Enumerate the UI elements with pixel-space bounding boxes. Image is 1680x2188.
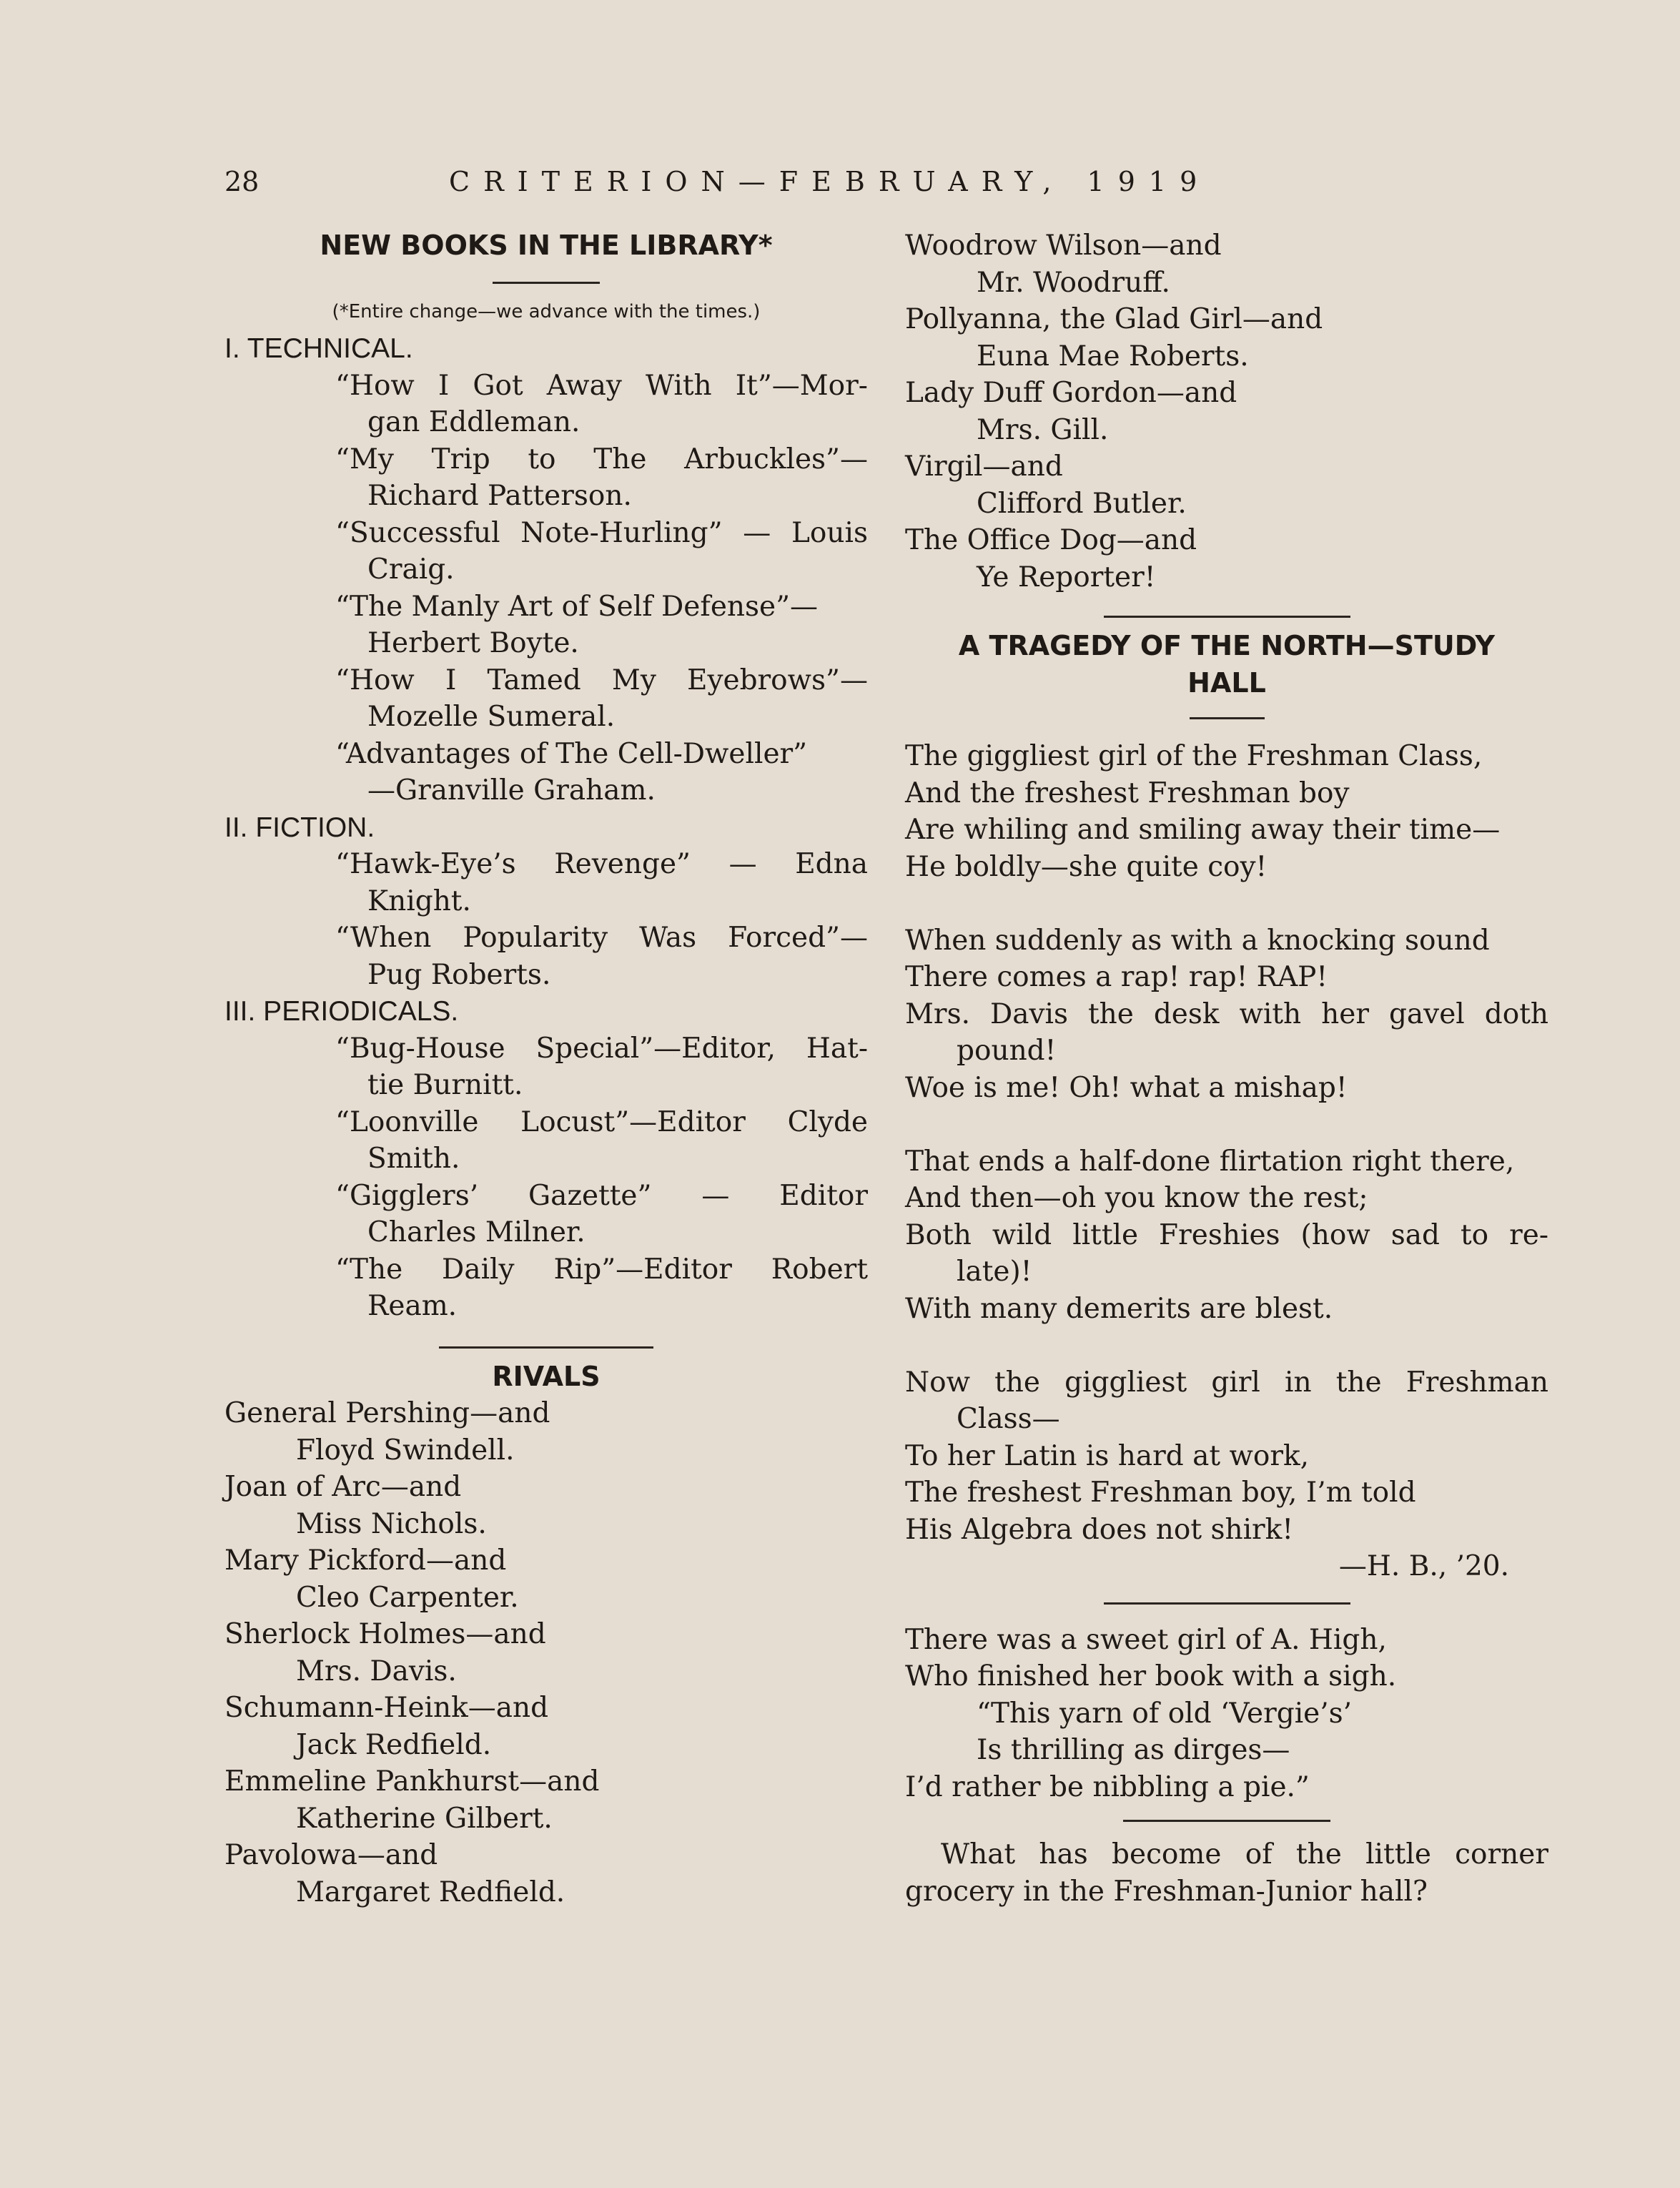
book-entry: Mozelle Sumeral. [367, 701, 616, 733]
tragedy-title: A TRAGEDY OF THE NORTH—STUDY [958, 630, 1496, 661]
limerick-line: There was a sweet girl of A. High, [905, 1623, 1387, 1656]
book-entry: Ream. [367, 1290, 458, 1322]
rival-line: Margaret Redfield. [296, 1876, 565, 1908]
poem-line: Are whiling and smiling away their time— [905, 814, 1501, 846]
poem-line: The freshest Freshman boy, I’m told [905, 1477, 1416, 1509]
rival-line: Euna Mae Roberts. [977, 340, 1249, 373]
book-entry: Charles Milner. [367, 1216, 585, 1248]
limerick-line: I’d rather be nibbling a pie.” [905, 1770, 1310, 1803]
rival-line: Pollyanna, the Glad Girl—and [905, 303, 1323, 335]
book-entry: Herbert Boyte. [367, 627, 579, 659]
book-entry: Richard Patterson. [367, 480, 632, 512]
rival-line: Woodrow Wilson—and [905, 230, 1222, 262]
book-entry: “Loonville Locust”—Editor Clyde [335, 1105, 868, 1138]
rival-line: Virgil—and [905, 450, 1063, 483]
left-column [224, 227, 868, 1911]
rival-line: Floyd Swindell. [296, 1434, 515, 1467]
limerick-line: Is thrilling as dirges— [977, 1734, 1290, 1766]
section-periodicals: III. PERIODICALS. [224, 996, 459, 1027]
page-number: 28 [224, 166, 260, 197]
poem-line: His Algebra does not shirk! [905, 1513, 1293, 1546]
poem-line: Class— [957, 1403, 1060, 1435]
poem-line: pound! [957, 1035, 1057, 1067]
poem-line: late)! [957, 1256, 1032, 1288]
book-entry: Smith. [367, 1143, 460, 1175]
poem-line: Woe is me! Oh! what a mishap! [905, 1071, 1348, 1104]
poem-line: Both wild little Freshies (how sad to re- [905, 1218, 1548, 1251]
book-entry: “The Manly Art of Self Defense”— [335, 590, 819, 623]
book-entry: “Hawk-Eye’s Revenge” — Edna [335, 848, 868, 880]
rivals-heading: RIVALS [492, 1360, 601, 1392]
book-entry: “How I Tamed My Eyebrows”— [335, 664, 868, 696]
rival-line: Joan of Arc—and [224, 1471, 462, 1503]
divider [493, 282, 600, 284]
book-entry: —Granville Graham. [367, 774, 656, 807]
poem-line: When suddenly as with a knocking sound [905, 924, 1490, 957]
book-entry: Pug Roberts. [367, 958, 551, 991]
poem-line: There comes a rap! rap! RAP! [905, 961, 1328, 993]
poem-line: With many demerits are blest. [905, 1292, 1333, 1325]
rival-line: Pavolowa—and [224, 1839, 438, 1871]
section-fiction: II. FICTION. [224, 812, 375, 843]
book-entry: “My Trip to The Arbuckles”— [335, 443, 868, 475]
limerick-line: “This yarn of old ‘Vergie’s’ [977, 1697, 1353, 1730]
book-entry: Craig. [367, 553, 455, 586]
rival-line: Cleo Carpenter. [296, 1581, 519, 1614]
poem-line: And then—oh you know the rest; [905, 1182, 1368, 1214]
book-entry: “Bug-House Special”—Editor, Hat- [335, 1032, 868, 1065]
book-entry: tie Burnitt. [367, 1069, 523, 1101]
rival-line: Mr. Woodruff. [977, 266, 1170, 299]
rival-line: Miss Nichols. [296, 1507, 487, 1540]
book-entry: “When Popularity Was Forced”— [335, 922, 868, 954]
rival-line: Schumann-Heink—and [224, 1692, 549, 1724]
book-entry: “Advantages of The Cell-Dweller” [335, 737, 808, 770]
poem-line: He boldly—she quite coy! [905, 850, 1268, 883]
rival-line: Jack Redfield. [296, 1728, 492, 1761]
books-heading: NEW BOOKS IN THE LIBRARY* [320, 230, 773, 261]
poem-line: The giggliest girl of the Freshman Class, [905, 740, 1483, 772]
poem-line: And the freshest Freshman boy [905, 777, 1350, 809]
book-entry: “Gigglers’ Gazette” — Editor [335, 1179, 868, 1212]
closing-line: grocery in the Freshman-Junior hall? [905, 1875, 1428, 1908]
book-entry: Knight. [367, 884, 471, 917]
poem-line: To her Latin is hard at work, [905, 1439, 1310, 1472]
rival-line: Mary Pickford—and [224, 1544, 507, 1577]
right-column [905, 227, 1548, 1910]
rival-line: Sherlock Holmes—and [224, 1618, 546, 1650]
poem-line: Mrs. Davis the desk with her gavel doth [905, 997, 1548, 1030]
rival-line: Ye Reporter! [977, 561, 1156, 593]
tragedy-title-2: HALL [1187, 666, 1266, 699]
rival-line: Mrs. Davis. [296, 1655, 457, 1687]
books-note: (*Entire change—we advance with the times.) [332, 300, 761, 322]
rival-line: Emmeline Pankhurst—and [224, 1765, 600, 1798]
book-entry: gan Eddleman. [367, 406, 580, 438]
book-entry: “Successful Note-Hurling” — Louis [335, 516, 868, 549]
page-header [224, 163, 1340, 206]
limerick-line: Who finished her book with a sigh. [905, 1660, 1397, 1692]
rival-line: Clifford Butler. [977, 487, 1187, 520]
rival-line: General Pershing—and [224, 1397, 550, 1429]
poem-line: That ends a half-done flirtation right there, [905, 1145, 1515, 1178]
poem-line: Now the giggliest girl in the Freshman [905, 1366, 1548, 1399]
poem-signature: —H. B., ’20. [1338, 1550, 1509, 1582]
rival-line: The Office Dog—and [905, 524, 1197, 556]
book-entry: “The Daily Rip”—Editor Robert [335, 1253, 868, 1286]
running-title: CRITERION—FEBRUARY, 1919 [449, 166, 1211, 197]
rival-line: Lady Duff Gordon—and [905, 377, 1237, 409]
book-entry: “How I Got Away With It”—Mor- [335, 369, 868, 402]
section-technical: I. TECHNICAL. [224, 333, 413, 364]
closing-line: What has become of the little corner [941, 1838, 1548, 1871]
rival-line: Katherine Gilbert. [296, 1802, 553, 1835]
rival-line: Mrs. Gill. [977, 413, 1109, 446]
